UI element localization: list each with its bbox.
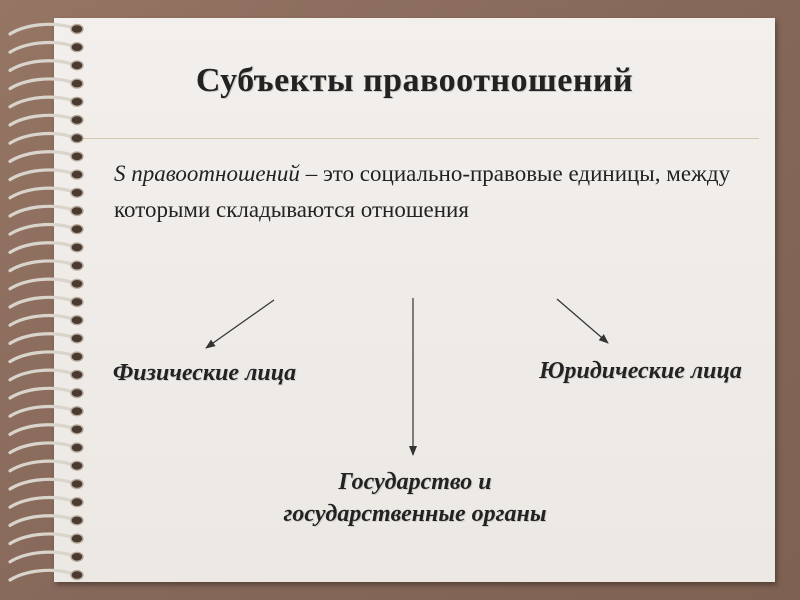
definition-body: – это социально-правовые единицы, между которыми складываются отношения [114, 161, 731, 222]
definition-term: S правоотношений [114, 161, 300, 186]
node-state: Государство и государственные органы [283, 469, 547, 527]
node-legal-entities: Юридические лица [539, 358, 742, 384]
slide-title: Субъекты правоотношений [195, 62, 634, 99]
arrow-to-legal-entities [557, 299, 608, 343]
node-individuals: Физические лица [112, 360, 297, 386]
arrow-to-individuals [206, 300, 274, 348]
